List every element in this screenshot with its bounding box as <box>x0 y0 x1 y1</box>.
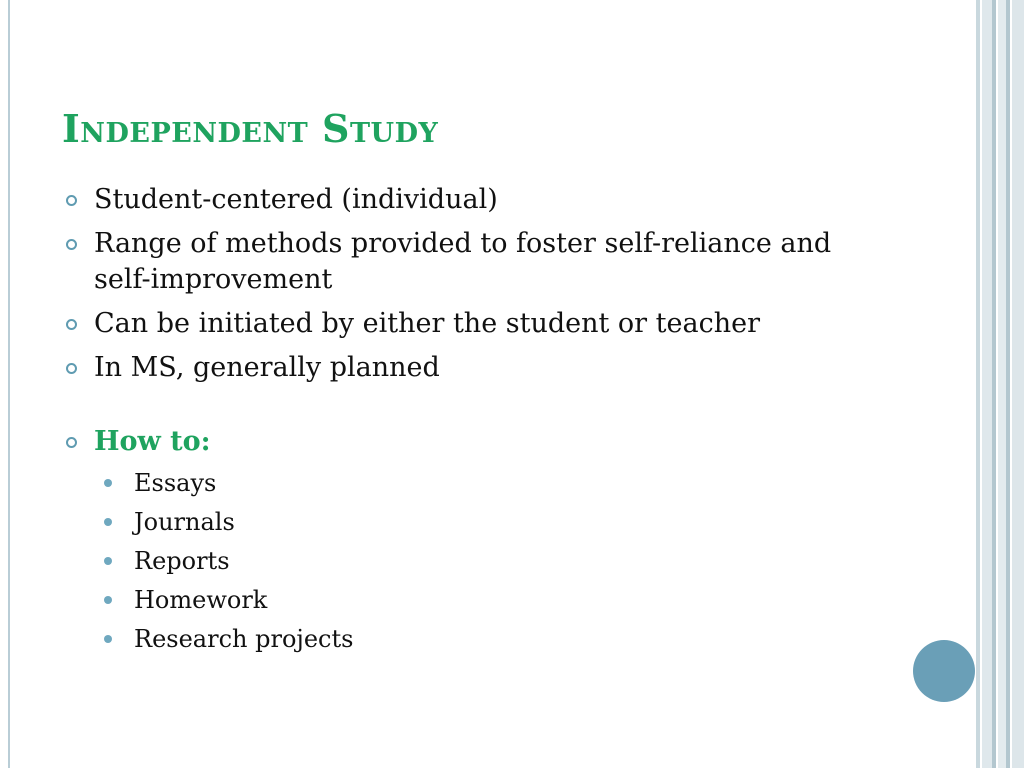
how-to-sublist <box>94 464 884 659</box>
dot-bullet-icon <box>104 479 112 487</box>
sub-list-item <box>64 620 884 659</box>
sub-item-text: Essays <box>134 469 217 497</box>
left-border-line <box>8 0 10 768</box>
how-to-label: How to: <box>94 426 211 457</box>
bullet-text: In MS, generally planned <box>94 352 440 383</box>
ring-bullet-icon <box>66 437 77 448</box>
right-border-stripes <box>976 0 1024 768</box>
sub-item-text: Homework <box>134 586 268 614</box>
list-item <box>64 306 884 342</box>
sub-list-item <box>64 581 884 620</box>
sub-item-text: Reports <box>134 547 230 575</box>
list-item <box>64 350 884 386</box>
decorative-circle <box>913 640 975 702</box>
sub-item-text: Research projects <box>134 625 354 653</box>
dot-bullet-icon <box>104 635 112 643</box>
ring-bullet-icon <box>66 195 77 206</box>
bullet-text: Range of methods provided to foster self-reliance and self-improvement <box>94 228 832 295</box>
sub-list-item <box>64 464 884 503</box>
dot-bullet-icon <box>104 557 112 565</box>
how-to-item <box>64 424 884 659</box>
dot-bullet-icon <box>104 518 112 526</box>
slide-content <box>64 182 884 667</box>
slide-title: Independent Study <box>62 106 439 151</box>
bullet-list <box>64 182 884 659</box>
sub-list-item <box>64 503 884 542</box>
sub-item-text: Journals <box>134 508 235 536</box>
sub-list-item <box>64 542 884 581</box>
ring-bullet-icon <box>66 239 77 250</box>
bullet-text: Student-centered (individual) <box>94 184 498 215</box>
dot-bullet-icon <box>104 596 112 604</box>
list-item <box>64 226 884 298</box>
ring-bullet-icon <box>66 319 77 330</box>
ring-bullet-icon <box>66 363 77 374</box>
list-item <box>64 182 884 218</box>
bullet-text: Can be initiated by either the student or teacher <box>94 308 760 339</box>
